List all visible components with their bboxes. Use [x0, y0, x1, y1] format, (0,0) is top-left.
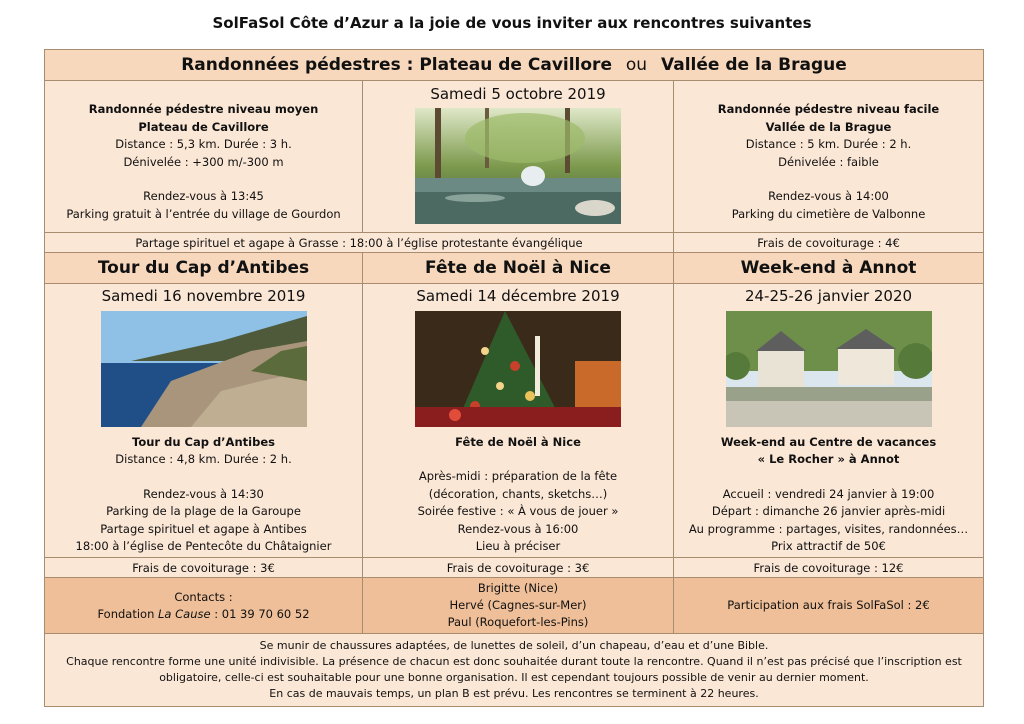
- hike-left-title1: Randonnée pédestre niveau moyen: [88, 102, 319, 116]
- footer-line2: Chaque rencontre forme une unité indivisible. La présence de chacun est donc souhaitée durant toute la rencontre. Quand il n’est pas précisé que l’inscription est obligatoire, celle-ci est souhaitable pour une bonne organisation. Il est cependant toujours possible de venir au dernier moment.: [66, 655, 962, 684]
- annot-subtitle2: « Le Rocher » à Annot: [757, 452, 900, 466]
- noel-header: Fête de Noël à Nice: [363, 253, 674, 284]
- antibes-subtitle: Tour du Cap d’Antibes: [132, 434, 275, 449]
- annot-body: [674, 284, 984, 558]
- hike-sharing: Partage spirituel et agape à Grasse : 18:00 à l’église protestante évangélique: [45, 233, 674, 253]
- noel-date: Samedi 14 décembre 2019: [416, 287, 620, 305]
- noel-carpool: Frais de covoiturage : 3€: [363, 558, 674, 578]
- hike-left-title2: Plateau de Cavillore: [138, 119, 269, 134]
- hike-header-a: Randonnées pédestres : Plateau de Cavillore: [181, 55, 612, 75]
- page-title: SolFaSol Côte d’Azur a la joie de vous inviter aux rencontres suivantes: [212, 14, 812, 32]
- hike-left: [45, 81, 363, 233]
- footer-notes: [45, 634, 984, 707]
- annot-date: 24-25-26 janvier 2020: [744, 287, 913, 305]
- antibes-header: Tour du Cap d’Antibes: [45, 253, 363, 284]
- noel-meeting: Rendez-vous à 16:00: [457, 521, 579, 536]
- hike-carpool: Frais de covoiturage : 4€: [674, 233, 984, 253]
- forest-river-photo: [415, 108, 621, 224]
- annot-carpool: Frais de covoiturage : 12€: [674, 558, 984, 578]
- hike-date: Samedi 5 octobre 2019: [430, 85, 606, 103]
- hike-header-b: Vallée de la Brague: [661, 55, 847, 75]
- antibes-church: 18:00 à l’église de Pentecôte du Châtaignier: [75, 539, 332, 553]
- contacts-people: [363, 578, 674, 634]
- annot-program: Au programme : partages, visites, randonnées…: [688, 521, 969, 536]
- hike-left-meeting: Rendez-vous à 13:45: [143, 189, 264, 203]
- hike-header-or: ou: [625, 55, 648, 75]
- hike-right-title2: Vallée de la Brague: [765, 119, 892, 134]
- contacts-foundation-line: [45, 606, 362, 623]
- hike-right-distance: Distance : 5 km. Durée : 2 h.: [745, 137, 912, 151]
- hike-right-title1: Randonnée pédestre niveau facile: [717, 102, 940, 116]
- hike-right-elevation: Dénivelée : faible: [778, 154, 879, 169]
- hike-right-meeting: Rendez-vous à 14:00: [768, 189, 889, 203]
- christmas-table-photo: [415, 311, 621, 427]
- hike-right-parking: Parking du cimetière de Valbonne: [731, 206, 926, 221]
- noel-subtitle: Fête de Noël à Nice: [455, 434, 581, 449]
- antibes-date: Samedi 16 novembre 2019: [101, 287, 306, 305]
- events-table: [44, 49, 984, 707]
- antibes-parking: Parking de la plage de la Garoupe: [106, 504, 301, 518]
- contacts-label: Contacts :: [174, 589, 233, 604]
- antibes-sharing: Partage spirituel et agape à Antibes: [100, 521, 307, 536]
- hike-right: [674, 81, 984, 233]
- footer-line3: En cas de mauvais temps, un plan B est prévu. Les rencontres se terminent à 22 heures.: [269, 687, 759, 700]
- antibes-body: [45, 284, 363, 558]
- annot-welcome: Accueil : vendredi 24 janvier à 19:00: [722, 486, 935, 501]
- contact-person: Hervé (Cagnes-sur-Mer): [449, 598, 587, 612]
- noel-afternoon: Après-midi : préparation de la fête: [418, 469, 618, 483]
- hike-center: [363, 81, 674, 233]
- hike-left-distance: Distance : 5,3 km. Durée : 3 h.: [115, 137, 292, 151]
- foundation-prefix: Fondation: [97, 606, 155, 621]
- contacts-foundation: [45, 578, 363, 634]
- noel-evening: Soirée festive : « À vous de jouer »: [417, 504, 619, 518]
- annot-subtitle1: Week-end au Centre de vacances: [720, 434, 937, 449]
- foundation-phone: : 01 39 70 60 52: [214, 606, 310, 621]
- contact-person: Brigitte (Nice): [477, 581, 559, 595]
- footer-line1: Se munir de chaussures adaptées, de lunettes de soleil, d’un chapeau, d’eau et d’une Bible.: [259, 639, 769, 652]
- noel-afternoon-detail: (décoration, chants, sketchs…): [428, 486, 608, 501]
- foundation-name: La Cause: [158, 606, 211, 621]
- antibes-carpool: Frais de covoiturage : 3€: [45, 558, 363, 578]
- hike-left-elevation: Dénivelée : +300 m/-300 m: [123, 154, 284, 169]
- annot-price: Prix attractif de 50€: [771, 539, 886, 553]
- noel-body: [363, 284, 674, 558]
- chalet-photo: [726, 311, 932, 427]
- hike-left-parking: Parking gratuit à l’entrée du village de Gourdon: [66, 206, 341, 221]
- hike-header: [45, 50, 984, 81]
- noel-place: Lieu à préciser: [475, 539, 561, 553]
- antibes-distance: Distance : 4,8 km. Durée : 2 h.: [115, 452, 292, 466]
- antibes-meeting: Rendez-vous à 14:30: [143, 486, 264, 501]
- participation: Participation aux frais SolFaSol : 2€: [674, 578, 984, 634]
- annot-header: Week-end à Annot: [674, 253, 984, 284]
- antibes-coast-photo: [101, 311, 307, 427]
- annot-departure: Départ : dimanche 26 janvier après-midi: [711, 504, 946, 518]
- contact-person: Paul (Roquefort-les-Pins): [447, 615, 589, 629]
